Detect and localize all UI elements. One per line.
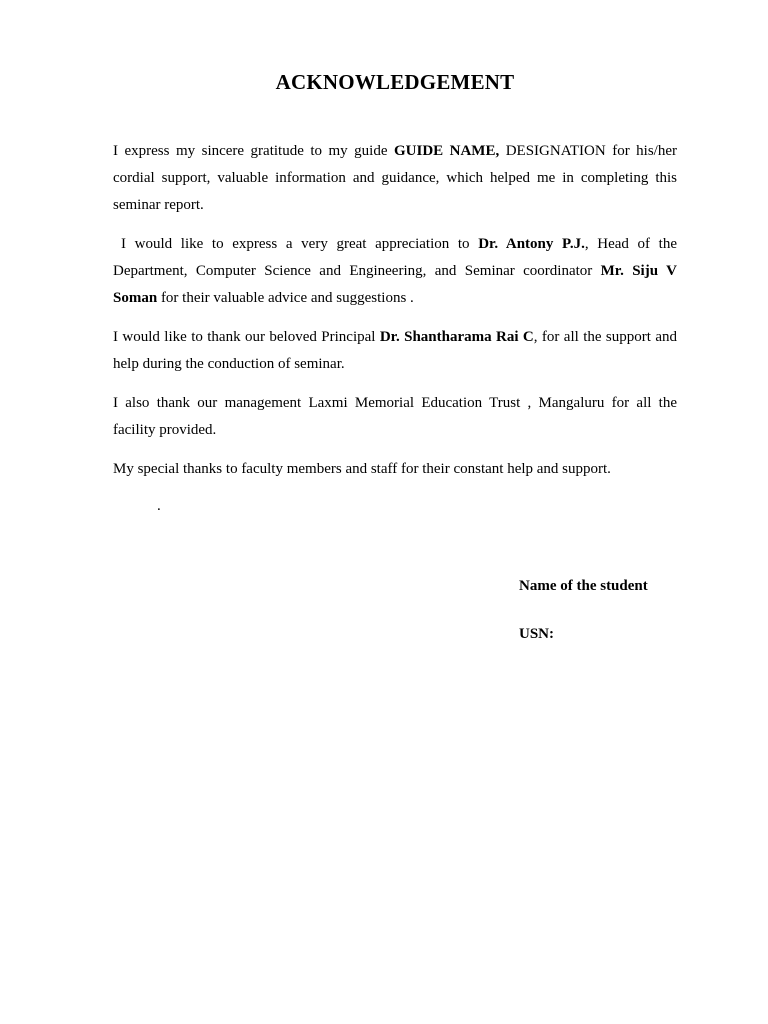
paragraph-text: I express my sincere gratitude to my guide [113, 143, 394, 159]
page-title: ACKNOWLEDGEMENT [275, 70, 515, 94]
paragraph-text: , Head of the Department, Computer Science and Engineering, and Seminar coordinator [113, 236, 678, 279]
paragraph-text: for their valuable advice and suggestions . [157, 290, 414, 306]
paragraph-faculty [113, 456, 677, 483]
paragraph-text: My special thanks to faculty members and staff for their constant help and support. [113, 461, 611, 477]
usn-label: USN: [519, 626, 555, 642]
paragraph-hod [113, 231, 677, 312]
student-name-label: Name of the student [519, 578, 648, 594]
principal-name: Dr. Shantharama Rai C [379, 329, 534, 345]
paragraph-text: I would like to express a very great appreciation to [121, 236, 479, 252]
paragraph-text: I also thank our management Laxmi Memorial Education Trust , Mangaluru for all the facility provided. [113, 395, 677, 438]
acknowledgement-body [113, 138, 677, 495]
paragraph-text: I would like to thank our beloved Principal [113, 329, 380, 345]
paragraph-principal [113, 324, 677, 378]
paragraph-text: DESIGNATION for his/her cordial support, valuable information and guidance, which helped me in completing this seminar report. [113, 143, 677, 213]
guide-name: GUIDE NAME, [393, 143, 500, 159]
stray-period: . [157, 498, 161, 514]
paragraph-management [113, 390, 677, 444]
coordinator-name: Mr. Siju V Soman [113, 263, 677, 306]
paragraph-text: , for all the support and help during the conduction of seminar. [113, 329, 677, 372]
paragraph-guide [113, 138, 677, 219]
hod-name: Dr. Antony P.J. [478, 236, 585, 252]
